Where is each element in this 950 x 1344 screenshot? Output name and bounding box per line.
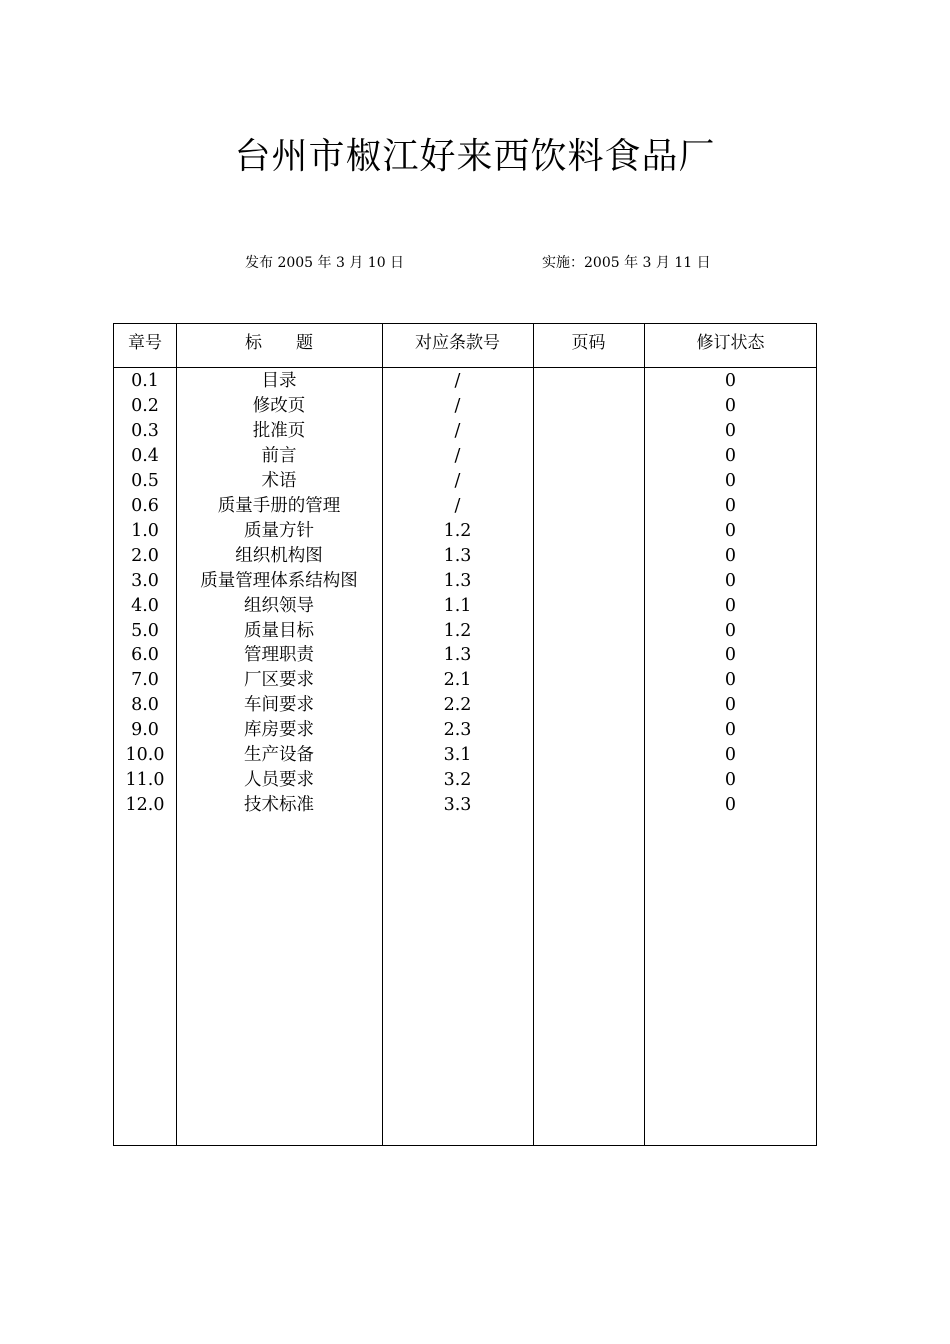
implement-date: 实施：2005 年 3 月 11 日 (542, 255, 711, 271)
row-clause: 3.2 (443, 770, 472, 791)
row-clause: 3.1 (443, 745, 472, 766)
row-revision: 0 (724, 745, 737, 766)
table-row (114, 743, 816, 768)
table-row (114, 668, 816, 693)
row-title: 管理职责 (244, 645, 314, 666)
row-revision: 0 (724, 520, 737, 541)
row-clause: / (454, 395, 461, 416)
header-divider (114, 367, 816, 368)
row-chapter: 12.0 (125, 795, 165, 816)
row-chapter: 0.2 (131, 395, 159, 416)
table-row (114, 419, 816, 444)
header-revision: 修订状态 (696, 333, 765, 353)
row-revision: 0 (724, 645, 737, 666)
row-title: 批准页 (252, 420, 306, 441)
row-title: 技术标准 (244, 795, 314, 816)
row-chapter: 9.0 (131, 720, 159, 741)
row-clause: 1.3 (443, 545, 472, 566)
row-title: 车间要求 (244, 695, 314, 716)
row-chapter: 10.0 (125, 745, 165, 766)
row-revision: 0 (724, 620, 737, 641)
row-chapter: 1.0 (131, 520, 159, 541)
row-revision: 0 (724, 371, 737, 391)
row-revision: 0 (724, 720, 737, 741)
row-revision: 0 (724, 695, 737, 716)
table-row (114, 693, 816, 718)
row-revision: 0 (724, 470, 737, 491)
row-clause: / (454, 371, 461, 391)
row-title: 质量目标 (244, 620, 314, 641)
row-chapter: 0.4 (131, 445, 159, 466)
row-title: 质量管理体系结构图 (200, 570, 358, 591)
table-row (114, 394, 816, 419)
row-chapter: 0.5 (131, 470, 159, 491)
row-title: 人员要求 (244, 770, 314, 791)
row-title: 库房要求 (244, 720, 314, 741)
row-chapter: 2.0 (131, 545, 159, 566)
row-title: 目录 (261, 371, 297, 391)
row-revision: 0 (724, 670, 737, 691)
row-clause: 1.3 (443, 645, 472, 666)
table-row (114, 544, 816, 569)
row-chapter: 5.0 (131, 620, 159, 641)
row-revision: 0 (724, 395, 737, 416)
row-chapter: 11.0 (125, 770, 165, 791)
row-chapter: 0.3 (131, 420, 159, 441)
table-row (114, 718, 816, 743)
row-title: 生产设备 (244, 745, 314, 766)
row-title: 组织机构图 (235, 545, 323, 566)
table-row (114, 594, 816, 619)
row-revision: 0 (724, 495, 737, 516)
row-title: 质量手册的管理 (217, 495, 341, 516)
row-clause: 1.2 (443, 620, 472, 641)
row-chapter: 4.0 (131, 595, 159, 616)
row-clause: 2.2 (443, 695, 472, 716)
row-revision: 0 (724, 795, 737, 816)
row-title: 组织领导 (244, 595, 314, 616)
document-title: 台州市椒江好来西饮料食品厂 (234, 136, 716, 177)
header-clause: 对应条款号 (415, 333, 500, 353)
row-clause: 2.1 (443, 670, 472, 691)
row-chapter: 6.0 (131, 645, 159, 666)
table-row (114, 494, 816, 519)
row-title: 术语 (261, 470, 297, 491)
row-title: 质量方针 (244, 520, 314, 541)
row-revision: 0 (724, 595, 737, 616)
table-row (114, 369, 816, 394)
row-revision: 0 (724, 545, 737, 566)
row-clause: / (454, 470, 461, 491)
row-clause: / (454, 445, 461, 466)
row-clause: 3.3 (443, 795, 472, 816)
table-row (114, 469, 816, 494)
row-chapter: 0.6 (131, 495, 159, 516)
row-chapter: 7.0 (131, 670, 159, 691)
table-row (114, 569, 816, 594)
table-row (114, 643, 816, 668)
row-chapter: 8.0 (131, 695, 159, 716)
contents-table (113, 323, 817, 1146)
row-clause: 2.3 (443, 720, 472, 741)
publish-date: 发布 2005 年 3 月 10 日 (245, 255, 405, 271)
row-clause: 1.3 (443, 570, 472, 591)
row-title: 前言 (261, 445, 297, 466)
row-clause: 1.2 (443, 520, 472, 541)
header-title: 标 题 (245, 333, 313, 353)
row-chapter: 3.0 (131, 570, 159, 591)
row-title: 厂区要求 (244, 670, 314, 691)
table-row (114, 444, 816, 469)
table-row (114, 619, 816, 644)
header-chapter: 章号 (128, 333, 162, 353)
header-page: 页码 (571, 333, 606, 353)
row-clause: / (454, 495, 461, 516)
row-clause: 1.1 (443, 595, 472, 616)
table-row (114, 793, 816, 818)
table-row (114, 519, 816, 544)
table-row (114, 768, 816, 793)
row-revision: 0 (724, 770, 737, 791)
row-revision: 0 (724, 420, 737, 441)
row-clause: / (454, 420, 461, 441)
row-chapter: 0.1 (131, 371, 159, 391)
row-title: 修改页 (252, 395, 306, 416)
row-revision: 0 (724, 570, 737, 591)
row-revision: 0 (724, 445, 737, 466)
